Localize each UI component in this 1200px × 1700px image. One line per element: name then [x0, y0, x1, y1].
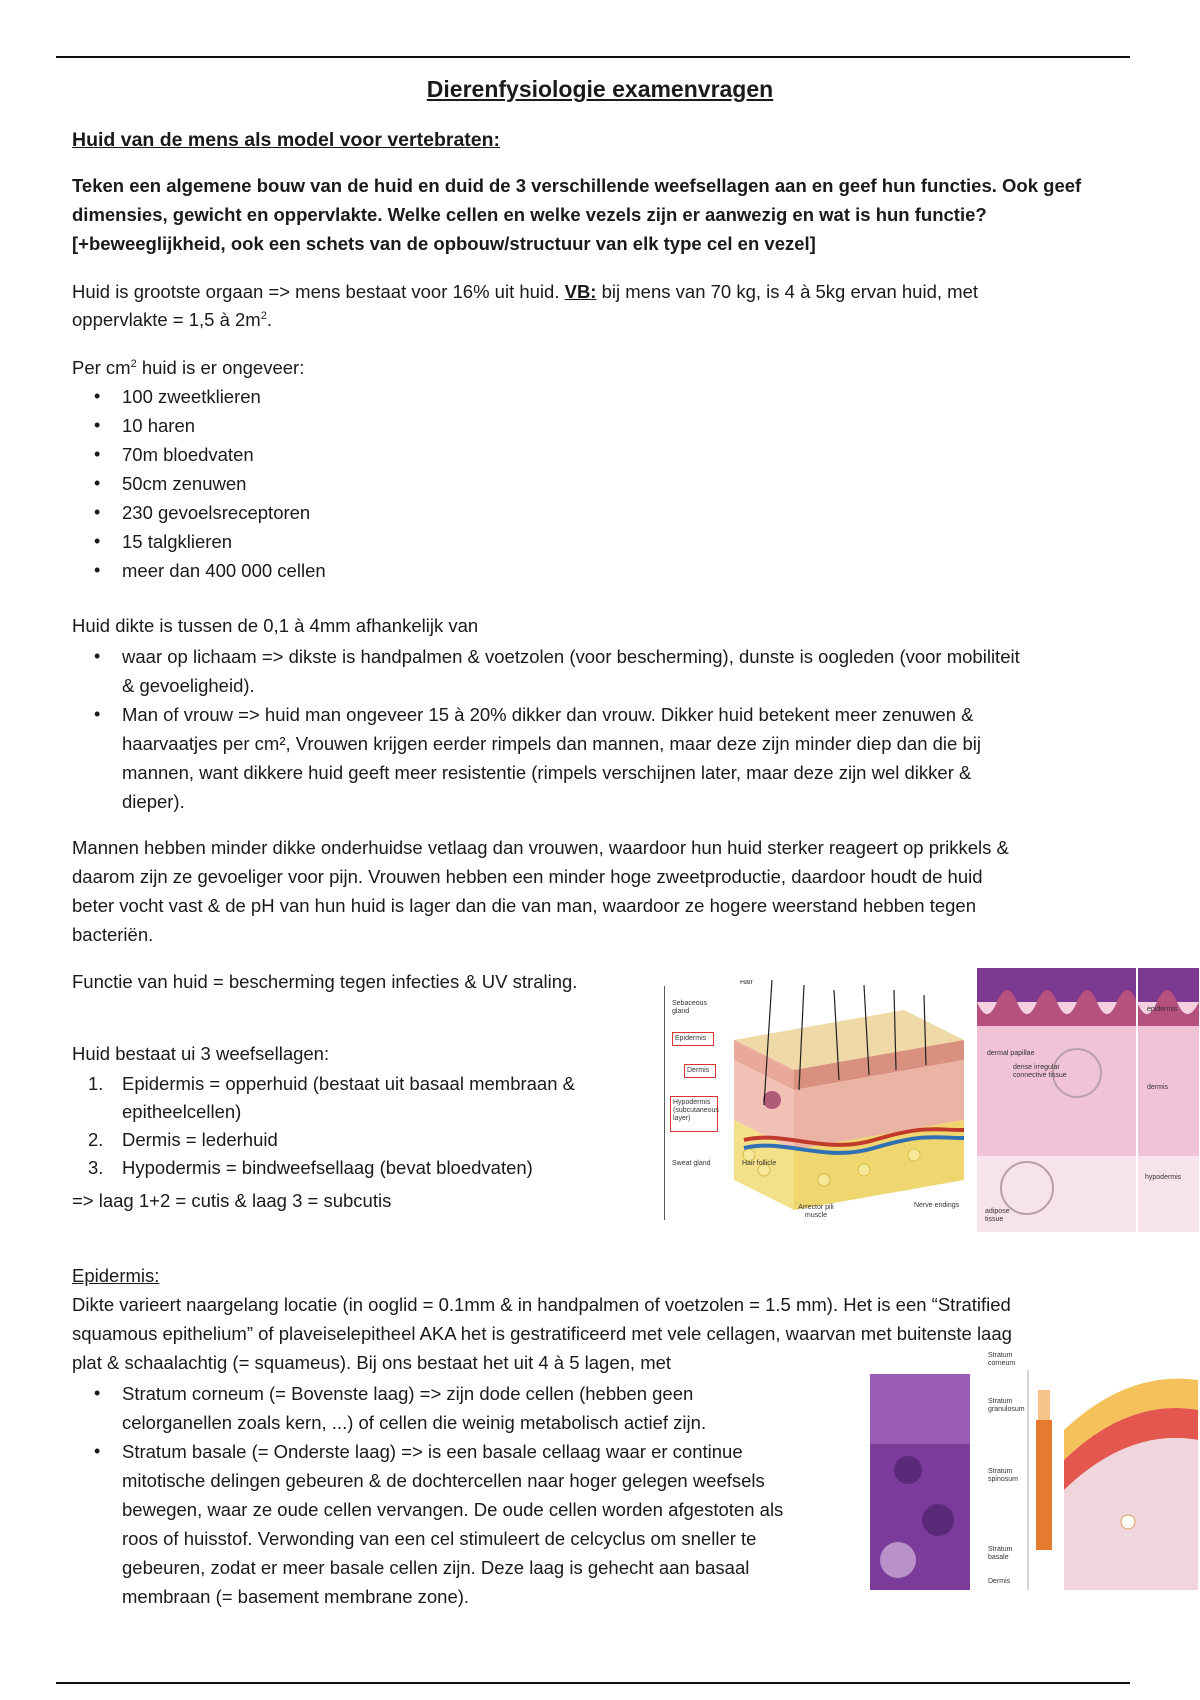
list-item: • 100 zweetklieren: [72, 382, 1072, 411]
label-sebaceous-gland: Sebaceous gland: [672, 1000, 708, 1015]
layers-intro: Huid bestaat ui 3 weefsellagen:: [72, 1043, 330, 1064]
label-hair-follicle: Hair follicle: [742, 1160, 777, 1167]
list-item: • 50cm zenuwen: [72, 469, 1072, 498]
label-strata-dermis: Dermis: [988, 1578, 1011, 1585]
label-stratum-basale: Stratum basale: [988, 1546, 1013, 1561]
layers-list: [72, 1070, 632, 1182]
function-line: Functie van huid = bescherming tegen infecties & UV straling.: [72, 971, 578, 992]
intro-end: .: [266, 309, 272, 330]
list-item: • 70m bloedvaten: [72, 440, 1072, 469]
list-line: haarvaatjes per cm², Vrouwen krijgen eerder rimpels dan mannen, maar deze zijn minder diep dan die bij: [122, 733, 981, 754]
layers-summary: => laag 1+2 = cutis & laag 3 = subcutis: [72, 1190, 392, 1211]
top-rule: [56, 56, 1130, 58]
label-hypodermis: Hypodermis (subcutaneous layer): [673, 1099, 719, 1122]
label-histo-hypodermis: hypodermis: [1145, 1174, 1182, 1181]
label-hair: Hair: [740, 980, 753, 986]
list-item: • 10 haren: [72, 411, 1072, 440]
thickness-intro: Huid dikte is tussen de 0,1 à 4mm afhankelijk van: [72, 615, 479, 636]
list-line: Epidermis = opperhuid (bestaat uit basaal membraan &: [122, 1073, 575, 1094]
list-line: Stratum corneum (= Bovenste laag) => zijn dode cellen (hebben geen: [122, 1383, 694, 1404]
paragraph-line: daarom zijn ze gevoeliger voor pijn. Vrouwen hebben een minder hoge zweetproductie, daardoor houdt de huid: [72, 866, 983, 887]
sup: 2: [260, 309, 267, 322]
strata-list: [72, 1379, 872, 1611]
list-line: mannen, want dikkere huid geeft meer resistentie (rimpels verschijnen later, maar deze zijn wel dikker &: [122, 762, 972, 783]
list-line: Hypodermis = bindweefsellaag (bevat bloedvaten): [122, 1157, 533, 1178]
list-item: • 230 gevoelsreceptoren: [72, 498, 1072, 527]
list-line: epitheelcellen): [122, 1101, 242, 1122]
paragraph-line: beter vocht vast & de pH van hun huid is lager dan die van man, waardoor ze hogere weerstand hebben tegen: [72, 895, 977, 916]
list-line: gebeuren, zodat er meer basale cellen zijn. Deze laag is gehecht aan basaal: [122, 1557, 750, 1578]
label-histo-epidermis: epidermis: [1147, 1006, 1178, 1013]
sup: 2: [130, 357, 137, 370]
list-item: • meer dan 400 000 cellen: [72, 556, 1072, 585]
list-number: 1.: [88, 1073, 104, 1094]
list-item: [72, 1437, 872, 1611]
list-line: dieper).: [122, 791, 185, 812]
list-line: Dermis = lederhuid: [122, 1129, 278, 1150]
intro-line-2: [72, 306, 272, 334]
label-stratum-granulosum: Stratum granulosum: [988, 1398, 1025, 1413]
list-item: • 15 talgklieren: [72, 527, 1072, 556]
epidermis-strata-figure: [868, 1350, 1200, 1595]
list-number: 2.: [88, 1129, 104, 1150]
label-epidermis: Epidermis: [675, 1035, 707, 1042]
list-line: celorganellen zoals kern, ...) of cellen die weinig metabolisch actief zijn.: [122, 1412, 707, 1433]
label-sweat-gland: Sweat gland: [672, 1160, 711, 1167]
label-nerve-endings: Nerve endings: [914, 1202, 960, 1209]
epidermis-heading: Epidermis:: [72, 1265, 160, 1286]
list-line: roos of huisstof. Verwonding van een cel stimuleert de celcyclus om sneller te: [122, 1528, 757, 1549]
intro-rest: bij mens van 70 kg, is 4 à 5kg ervan huid, met: [596, 281, 978, 302]
list-line: membraan (= basement membrane zone).: [122, 1586, 470, 1607]
vb-label: VB:: [564, 281, 597, 302]
intro-line-1: [72, 278, 978, 306]
paragraph-line: bacteriën.: [72, 924, 154, 945]
paragraph-line: Mannen hebben minder dikke onderhuidse vetlaag dan vrouwen, waardoor hun huid sterker reageert op prikkels &: [72, 837, 1009, 858]
label-stratum-spinosum: Stratum spinosum: [988, 1468, 1018, 1483]
list-item: [72, 1070, 632, 1126]
strata-svg: [868, 1350, 1200, 1595]
label-adipose: adipose tissue: [985, 1208, 1010, 1223]
list-item: [72, 700, 1132, 816]
label-dermal-papillae: dermal papillae: [987, 1050, 1035, 1057]
question-line: dimensies, gewicht en oppervlakte. Welke cellen en welke vezels zijn er aanwezig en wat is hun functie?: [72, 204, 987, 225]
label-histo-dermis: dermis: [1147, 1084, 1169, 1091]
per-cm-prefix: Per cm: [72, 357, 131, 378]
list-line: bewegen, waar ze oude cellen vervangen. De oude cellen worden afgestoten als: [122, 1499, 784, 1520]
paragraph-line: squamous epithelium” of plaveiselepitheel AKA het is gestratificeerd met vele cellagen, waarvan met buitenste laag: [72, 1323, 1012, 1344]
list-number: 3.: [88, 1157, 104, 1178]
paragraph-line: Dikte varieert naargelang locatie (in ooglid = 0.1mm & in handpalmen of voetzolen = 1.5 mm). Het is een “Stratified: [72, 1294, 1011, 1315]
list-line: Stratum basale (= Onderste laag) => is een basale cellaag waar er continue: [122, 1441, 743, 1462]
thickness-list: [72, 642, 1132, 816]
label-stratum-corneum: Stratum corneum: [988, 1352, 1016, 1367]
list-item: [72, 1154, 632, 1182]
intro-area: oppervlakte = 1,5 à 2m: [72, 309, 261, 330]
label-dense-tissue: dense irregular connective tissue: [1013, 1064, 1067, 1079]
list-item: [72, 642, 1132, 700]
skin-diagram: [664, 980, 970, 1220]
bottom-rule: [56, 1682, 1130, 1684]
per-cm-heading: [72, 354, 304, 382]
label-arrector-pili: Arrector pili muscle: [798, 1204, 834, 1219]
paragraph-line: plat & schaalachtig (= squameus). Bij ons bestaat het uit 4 à 5 lagen, met: [72, 1352, 672, 1373]
list-item: [72, 1379, 872, 1437]
section-heading: Huid van de mens als model voor vertebraten:: [72, 129, 501, 151]
page-title: Dierenfysiologie examenvragen: [426, 76, 774, 102]
list-line: mitotische delingen gebeuren & de dochtercellen naar hoger gelegen weefsels: [122, 1470, 765, 1491]
list-line: waar op lichaam => dikste is handpalmen & voetzolen (voor bescherming), dunste is oogleden (voor mobiliteit: [122, 646, 1020, 667]
per-cm-suffix: huid is er ongeveer:: [136, 357, 305, 378]
list-item: [72, 1126, 632, 1154]
label-dermis: Dermis: [687, 1067, 710, 1074]
list-line: Man of vrouw => huid man ongeveer 15 à 20% dikker dan vrouw. Dikker huid betekent meer zenuwen &: [122, 704, 974, 725]
skin-histology-image: [977, 968, 1199, 1232]
question-line: [+beweeglijkheid, ook een schets van de opbouw/structuur van elk type cel en vezel]: [72, 233, 816, 254]
intro-text: Huid is grootste orgaan => mens bestaat voor 16% uit huid.: [72, 281, 565, 302]
per-cm-list: [72, 382, 1072, 585]
list-line: & gevoeligheid).: [122, 675, 255, 696]
question-line: Teken een algemene bouw van de huid en duid de 3 verschillende weefsellagen aan en geef hun functies. Ook geef: [72, 175, 1082, 196]
